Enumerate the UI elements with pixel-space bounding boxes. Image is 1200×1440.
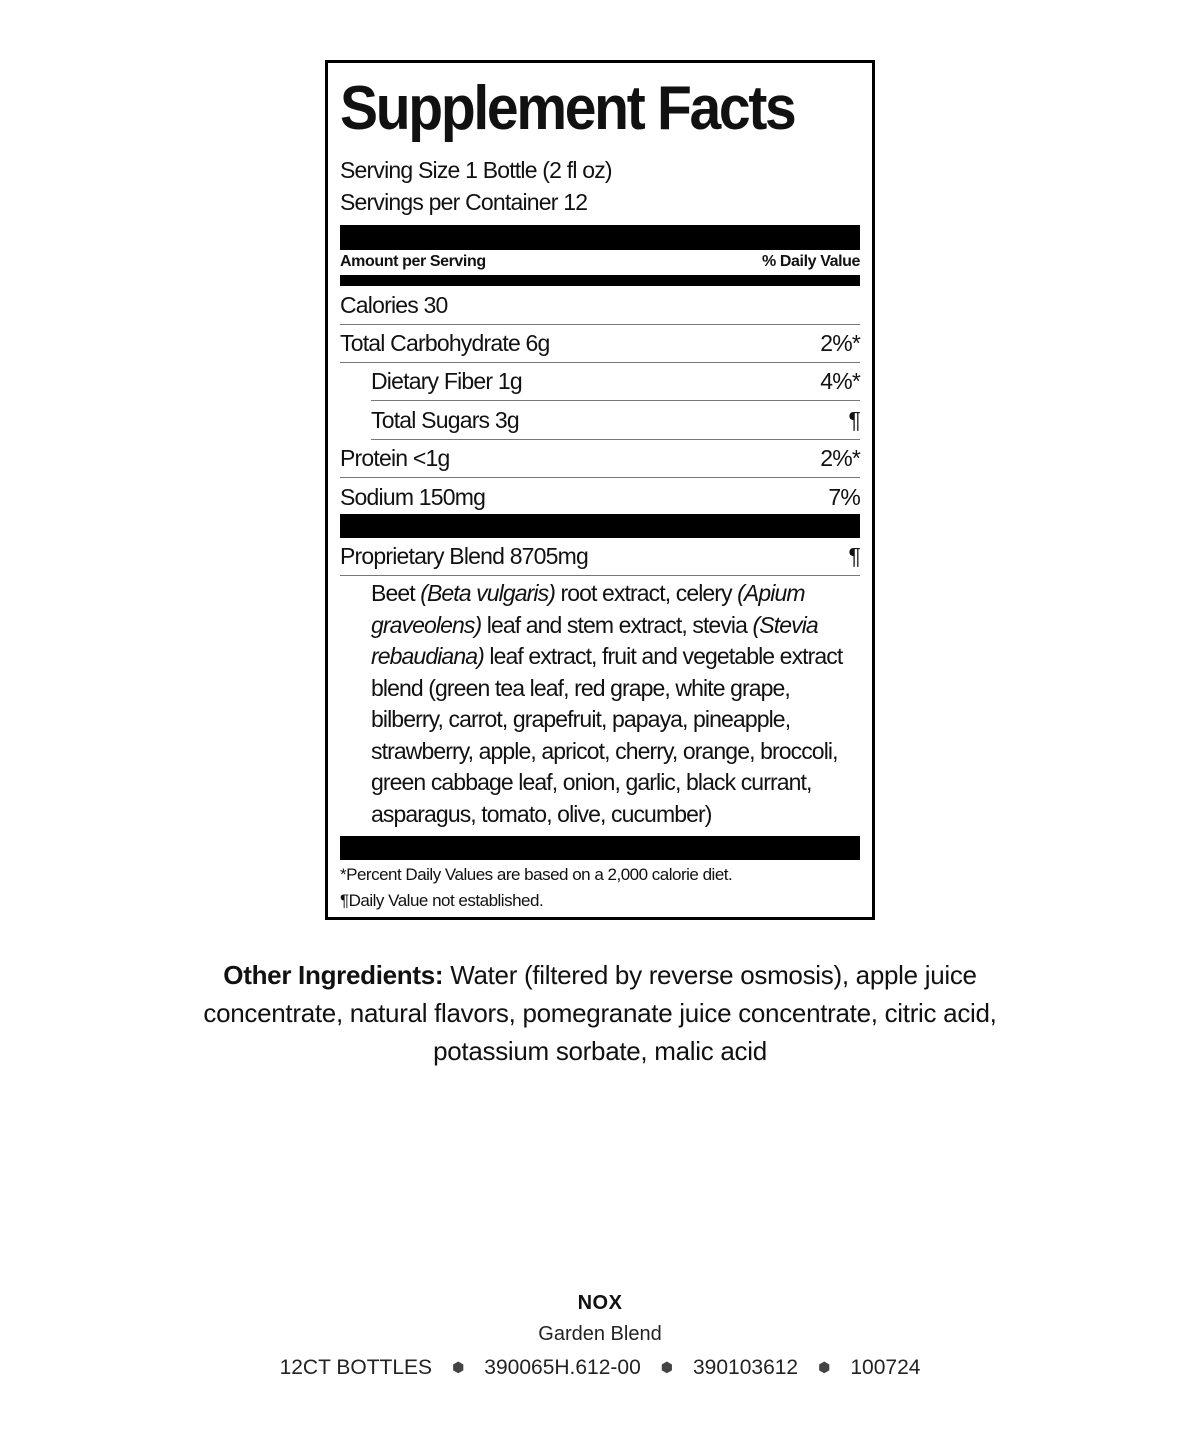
blend-text-italic: (Stevia rebaudiana) bbox=[371, 611, 818, 669]
nutrient-dv: 2%* bbox=[820, 445, 860, 471]
nutrient-row-sugars bbox=[371, 402, 860, 440]
nutrient-row-protein bbox=[340, 440, 860, 478]
blend-text-part: leaf extract, fruit and vegetable extract blend (green tea leaf, red grape, white grape, bilberry, carrot, grapefruit, papaya, pineapple, strawberry, apple, apricot, cherry, orange, broccoli, green cabbage leaf, onion, garlic, black currant, asparagus, tomato, olive, cucumber) bbox=[371, 643, 843, 827]
other-ingredients-text: Water (filtered by reverse osmosis), apple juice concentrate, natural flavors, pomegranate juice concentrate, citric acid, potassium sorbate, malic acid bbox=[203, 960, 997, 1066]
blend-name: Proprietary Blend 8705mg bbox=[340, 543, 589, 569]
divider-thick bbox=[340, 514, 860, 538]
blend-ingredients bbox=[371, 578, 860, 830]
proprietary-blend-row bbox=[340, 538, 860, 576]
product-code: 100724 bbox=[850, 1356, 921, 1379]
divider-medium bbox=[340, 275, 860, 286]
bullet-icon: ⬢ bbox=[818, 1359, 831, 1375]
facts-title: Supplement Facts bbox=[340, 74, 795, 143]
nutrient-dv: 2%* bbox=[820, 330, 860, 356]
blend-text-part: leaf and stem extract, stevia bbox=[481, 611, 753, 638]
nutrient-name: Calories 30 bbox=[340, 292, 448, 318]
bullet-icon: ⬢ bbox=[452, 1359, 465, 1375]
nutrient-name: Sodium 150mg bbox=[340, 484, 486, 510]
other-ingredients bbox=[200, 956, 1000, 1070]
servings-per-container: Servings per Container 12 bbox=[340, 189, 588, 215]
blend-text-italic: (Beta vulgaris) bbox=[420, 580, 555, 606]
nutrient-row-fiber bbox=[371, 363, 860, 401]
product-code: 12CT BOTTLES bbox=[279, 1356, 433, 1379]
product-name: NOX bbox=[577, 1292, 623, 1314]
footnote-daily-values: *Percent Daily Values are based on a 2,000 calorie diet. bbox=[340, 865, 733, 884]
product-code: 390103612 bbox=[693, 1356, 799, 1379]
nutrient-name: Protein <1g bbox=[340, 445, 450, 471]
nutrient-dv: 7% bbox=[828, 484, 860, 510]
daily-value-label: % Daily Value bbox=[762, 253, 860, 270]
nutrient-row-sodium bbox=[340, 479, 860, 517]
nutrient-name: Total Carbohydrate 6g bbox=[340, 330, 550, 356]
amount-per-serving-header bbox=[340, 250, 860, 274]
product-subtitle: Garden Blend bbox=[538, 1323, 662, 1345]
divider-thick bbox=[340, 836, 860, 860]
blend-dv: ¶ bbox=[848, 543, 860, 569]
amount-per-serving-label: Amount per Serving bbox=[340, 253, 486, 270]
product-codes bbox=[0, 1356, 1200, 1380]
blend-text-part: root extract, celery bbox=[555, 580, 738, 606]
supplement-facts-panel bbox=[325, 60, 875, 920]
divider-thick bbox=[340, 225, 860, 250]
blend-text-part: Beet bbox=[371, 580, 421, 606]
serving-size: Serving Size 1 Bottle (2 fl oz) bbox=[340, 157, 612, 183]
product-code: 390065H.612-00 bbox=[484, 1356, 641, 1379]
nutrient-name: Total Sugars 3g bbox=[371, 407, 519, 433]
nutrient-row-carbohydrate bbox=[340, 325, 860, 363]
nutrient-row-calories bbox=[340, 287, 860, 325]
blend-text-italic: (Apium graveolens) bbox=[371, 580, 805, 638]
footnote-not-established: ¶Daily Value not established. bbox=[340, 891, 544, 910]
nutrient-dv: ¶ bbox=[848, 407, 860, 433]
bullet-icon: ⬢ bbox=[660, 1359, 673, 1375]
nutrient-name: Dietary Fiber 1g bbox=[371, 368, 522, 394]
nutrient-dv: 4%* bbox=[820, 368, 860, 394]
other-ingredients-label: Other Ingredients: bbox=[223, 960, 444, 990]
